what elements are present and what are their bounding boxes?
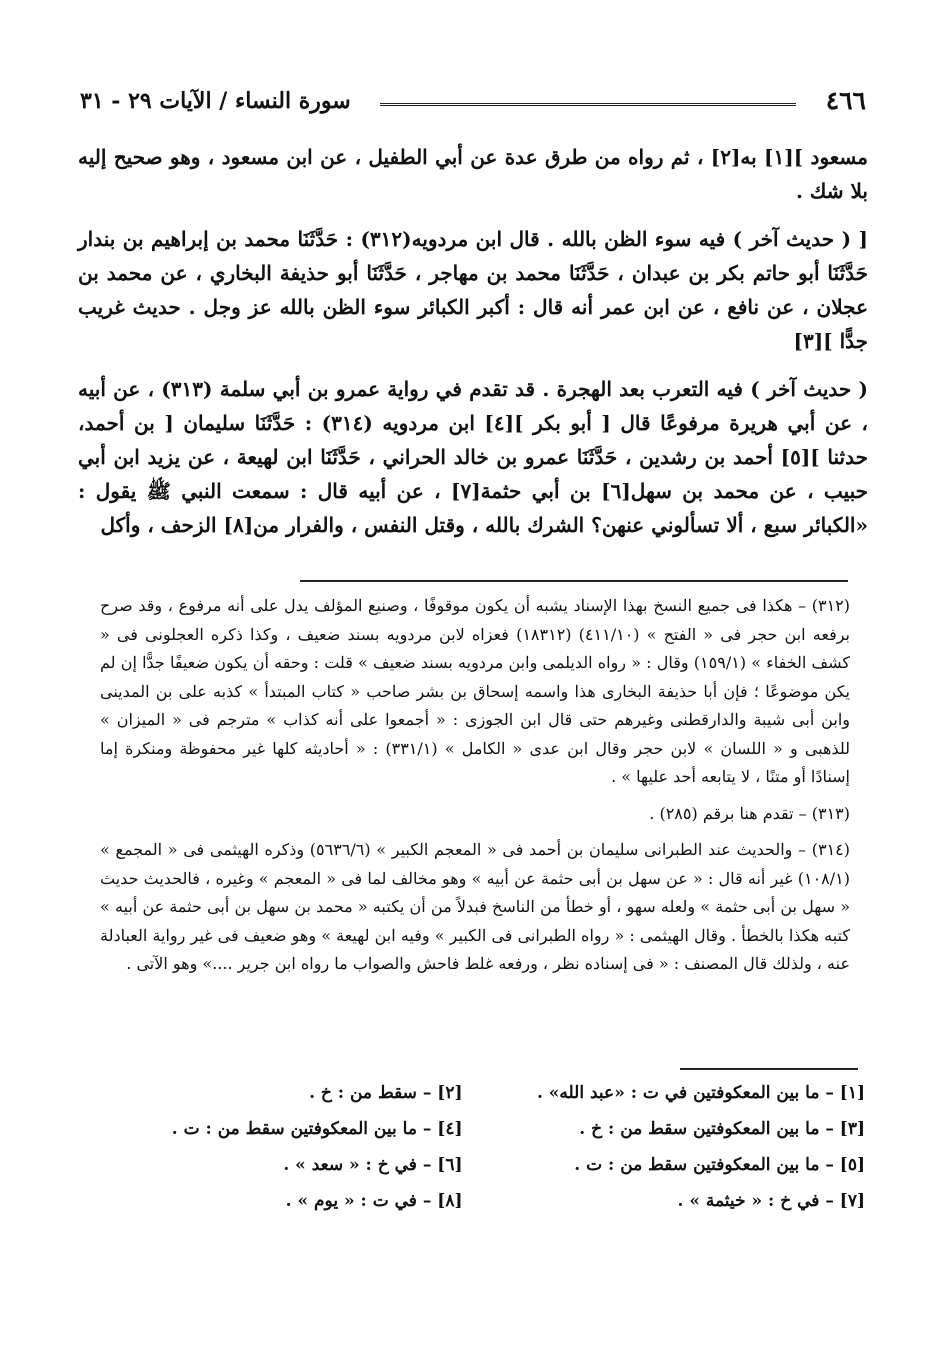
page-header xyxy=(80,86,866,122)
commentary-note-312: (٣١٢) – هكذا فى جميع النسخ بهذا الإسناد يشبه أن يكون موقوفًا ، وصنيع المؤلف يدل على أنه مرفوع ، وقد صرح برفعه ابن حجر فى « الفتح » (٤١١/١٠) (١٨٣١٢) فعزاه لابن مردويه بسند ضعيف ، وكذا ذكره العجلونى فى « كشف الخفاء » (١٥٩/١) وقال : « رواه الديلمى وابن مردويه بسند ضعيف » قلت : وحقه أن يكون ضعيفًا جدًّا إن لم يكن موضوعًا ؛ فإن أبا حذيفة البخارى هذا واسمه إسحاق بن بشر صاحب « كتاب المبتدأ » كذبه على بن المدينى وابن أبى شيبة والدارقطنى وغيرهم حتى قال ابن الجوزى : « أجمعوا على أنه كذاب » مترجم فى « الميزان » للذهبى و « اللسان » لابن حجر وقال ابن عدى « الكامل » (٣٣١/١) : « أحاديثه كلها غير محفوظة ومنكرة إما إسنادًا أو متنًا ، لا يتابعه أحد عليها » . xyxy=(100,596,851,786)
header-rule xyxy=(380,103,796,106)
paragraph-2: [ ( حديث آخر ) فيه سوء الظن بالله . قال ابن مردويه(٣١٢) : حَدَّثَنَا محمد بن إبراهيم بن بندار حَدَّثَنَا أبو حاتم بكر بن عبدان ، حَدَّثَنَا محمد بن مهاجر ، حَدَّثَنَا أبو حذيفة البخاري ، عن محمد بن عجلان ، عن نافع ، عن ابن عمر أنه قال : أكبر الكبائر سوء الظن بالله عز وجل . حديث غريب جدًّا ][٣] xyxy=(78,227,868,353)
variants-divider xyxy=(680,1068,858,1070)
variant-note-3: [٣] – ما بين المعكوفتين سقط من : خ . xyxy=(579,1119,865,1139)
variant-note-2: [٢] – سقط من : خ . xyxy=(309,1083,463,1103)
footnote-divider xyxy=(300,580,848,582)
commentary-note-314: (٣١٤) – والحديث عند الطبرانى سليمان بن أحمد فى « المعجم الكبير » (٥٦٣٦/٦) وذكره الهيثمى فى « المجمع » (١٠٨/١) غير أنه قال : « عن سهل بن أبى حثمة عن أبيه » وهو مخالف لما فى « المعجم » وغيره ، فالحديث حديث « سهل بن أبى حثمة » ولعله سهو ، أو خطأ من الناسخ فبدلاً من أن يكتبه « محمد بن سهل بن أبى حثمة عن أبيه » كتبه هكذا بالخطأ . وقال الهيثمى : « رواه الطبرانى فى الكبير » وفيه ابن لهيعة » وهو ضعيف فى غير رواية العبادلة عنه ، ولذلك قال المصنف : « فى إسناده نظر ، ورفعه غلط فاحش والصواب ما رواه ابن جرير ....» وهو الآتى . xyxy=(100,840,850,973)
variant-note-4: [٤] – ما بين المعكوفتين سقط من : ت . xyxy=(171,1119,463,1139)
paragraph-3: ( حديث آخر ) فيه التعرب بعد الهجرة . قد تقدم في رواية عمرو بن أبي سلمة (٣١٣) ، عن أبيه ، عن أبي هريرة مرفوعًا قال [ أبو بكر ][٤] ابن مردويه (٣١٤) : حَدَّثَنَا سليمان [ بن أحمد، حدثنا ][٥] أحمد بن رشدين ، حَدَّثَنَا عمرو بن خالد الحراني ، حَدَّثَنَا ابن لهيعة ، عن يزيد ابن أبي حبيب ، عن محمد بن سهل[٦] بن أبي حثمة[٧] ، عن أبيه قال : سمعت النبي ﷺ يقول : «الكبائر سبع ، ألا تسألوني عنهن؟ الشرك بالله ، وقتل النفس ، والفرار من[٨] الزحف ، وأكل xyxy=(78,377,868,537)
commentary-note-313: (٣١٣) – تقدم هنا برقم (٢٨٥) . xyxy=(649,803,850,823)
variant-note-7: [٧] – في خ : « خيثمة » . xyxy=(677,1191,865,1211)
variant-note-1: [١] – ما بين المعكوفتين في ت : «عبد الله» . xyxy=(536,1083,865,1103)
commentary-footnotes xyxy=(100,592,850,987)
running-title: سورة النساء / الآيات ٢٩ - ٣١ xyxy=(80,88,351,114)
variant-note-8: [٨] – في ت : « يوم » . xyxy=(285,1191,463,1211)
variant-note-6: [٦] – في خ : « سعد » . xyxy=(283,1155,463,1175)
page-number: ٤٦٦ xyxy=(825,86,866,115)
paragraph-1: مسعود ][١] به[٢] ، ثم رواه من طرق عدة عن أبي الطفيل ، عن ابن مسعود ، وهو صحيح إليه بلا شك . xyxy=(78,145,868,203)
main-text xyxy=(78,140,868,542)
variant-note-5: [٥] – ما بين المعكوفتين سقط من : ت . xyxy=(574,1155,865,1175)
manuscript-variants xyxy=(80,1078,865,1216)
